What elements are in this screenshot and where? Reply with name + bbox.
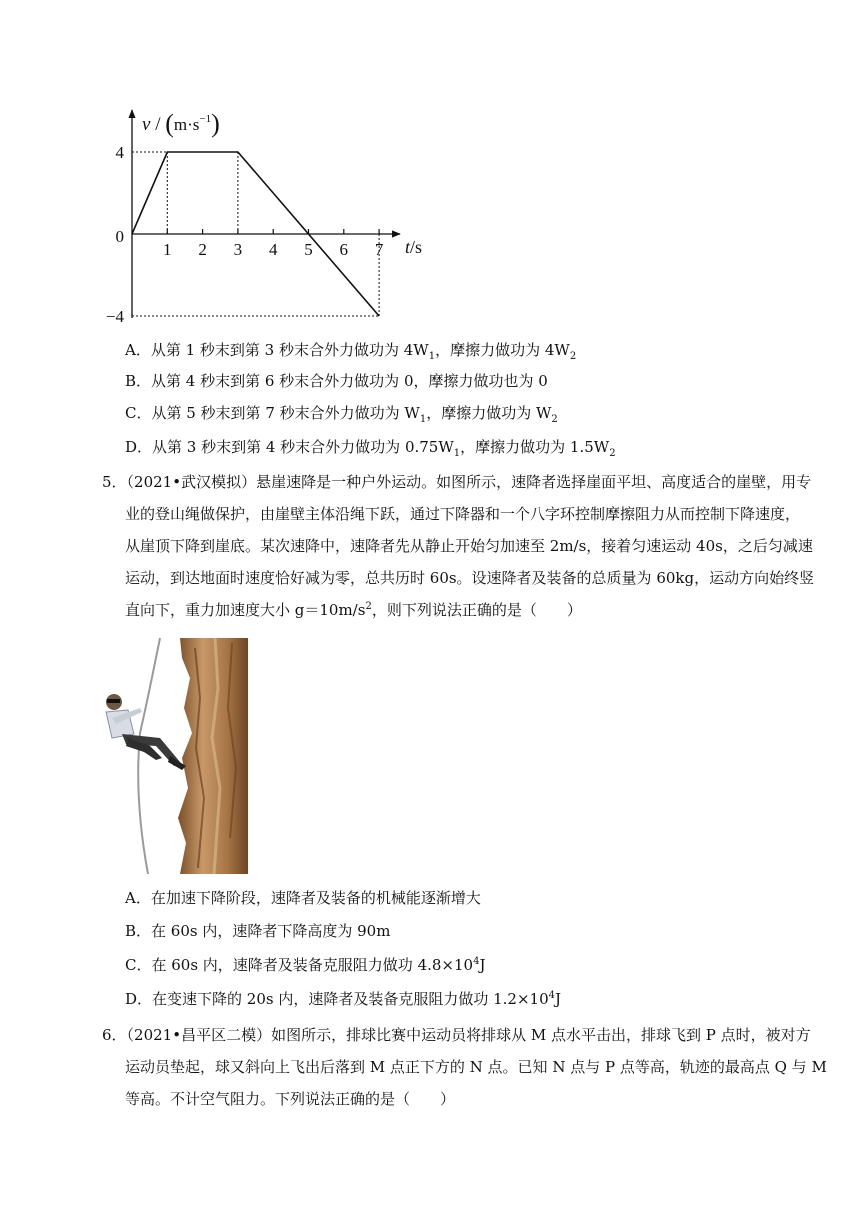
q4-option-a[interactable]: A．从第 1 秒末到第 3 秒末合外力做功为 $4W_1$，摩擦力做功为 $4W_2$ bbox=[125, 341, 577, 362]
q5-line-5: 直向下，重力加速度大小 $g=10m/s^2$，则下列说法正确的是（ ） bbox=[125, 601, 582, 619]
x-tick-label: 3 bbox=[233, 240, 243, 259]
y-tick-label: −4 bbox=[105, 307, 124, 326]
q5-line-2: 业的登山绳做保护，由崖壁主体沿绳下跃，通过下降器和一个八字环控制摩擦阻力从而控制下降速度， bbox=[125, 505, 801, 523]
q4-option-b[interactable]: B．从第 4 秒末到第 6 秒末合外力做功为 0，摩擦力做功也为 0 bbox=[125, 372, 548, 390]
q4-option-c[interactable]: C．从第 5 秒末到第 7 秒末合外力做功为 $W_1$，摩擦力做功为 $W_2$ bbox=[125, 404, 558, 425]
q5-option-b[interactable]: B．在 60s 内，速降者下降高度为 90m bbox=[125, 922, 391, 940]
y-tick-label: 4 bbox=[115, 143, 124, 162]
q6-line-3: 等高。不计空气阻力。下列说法正确的是（ ） bbox=[125, 1090, 456, 1108]
q6-line-2: 运动员垫起，球又斜向上飞出后落到 M 点正下方的 N 点。已知 N 点与 P 点等高，轨迹的最高点 Q 与 M bbox=[125, 1058, 827, 1076]
q6-line-1: 6．（2021•昌平区二模）如图所示，排球比赛中运动员将排球从 M 点水平击出，排球飞到 P 点时，被对方 bbox=[102, 1026, 811, 1044]
x-tick-label: 4 bbox=[268, 240, 278, 259]
q5-line-3: 从崖顶下降到崖底。某次速降中，速降者先从静止开始匀加速至 2m/s，接着匀速运动 40s，之后匀减速 bbox=[125, 537, 813, 555]
y-tick-label: 0 bbox=[115, 227, 124, 246]
x-tick-label: 1 bbox=[163, 240, 172, 259]
x-axis-label: t/s bbox=[405, 237, 423, 257]
q5-line-1: 5．（2021•武汉模拟）悬崖速降是一种户外运动。如图所示，速降者选择崖面平坦、高度适合的崖壁，用专 bbox=[102, 473, 812, 491]
x-tick-label: 6 bbox=[339, 240, 349, 259]
q5-option-d[interactable]: D．在变速下降的 20s 内，速降者及装备克服阻力做功 $1.2\times 10^4J$ bbox=[125, 990, 562, 1008]
q5-option-a[interactable]: A．在加速下降阶段，速降者及装备的机械能逐渐增大 bbox=[125, 889, 481, 907]
q5-line-4: 运动，到达地面时速度恰好减为零，总共历时 60s。设速降者及装备的总质量为 60kg，运动方向始终竖 bbox=[125, 569, 815, 587]
x-tick-label: 5 bbox=[304, 240, 313, 259]
x-tick-label: 2 bbox=[198, 240, 207, 259]
velocity-time-graph bbox=[100, 100, 440, 330]
y-axis-label: $v / (m\cdot s^{-1})$ bbox=[142, 109, 220, 138]
q4-option-d[interactable]: D．从第 3 秒末到第 4 秒末合外力做功为 $0.75W_1$，摩擦力做功为 $1.5W_2$ bbox=[125, 438, 616, 459]
q5-option-c[interactable]: C．在 60s 内，速降者及装备克服阻力做功 $4.8\times 10^4J$ bbox=[125, 956, 486, 974]
rappelling-climber-image bbox=[100, 638, 250, 874]
cliff-wall bbox=[178, 638, 248, 874]
x-tick-label: 7 bbox=[374, 240, 384, 259]
